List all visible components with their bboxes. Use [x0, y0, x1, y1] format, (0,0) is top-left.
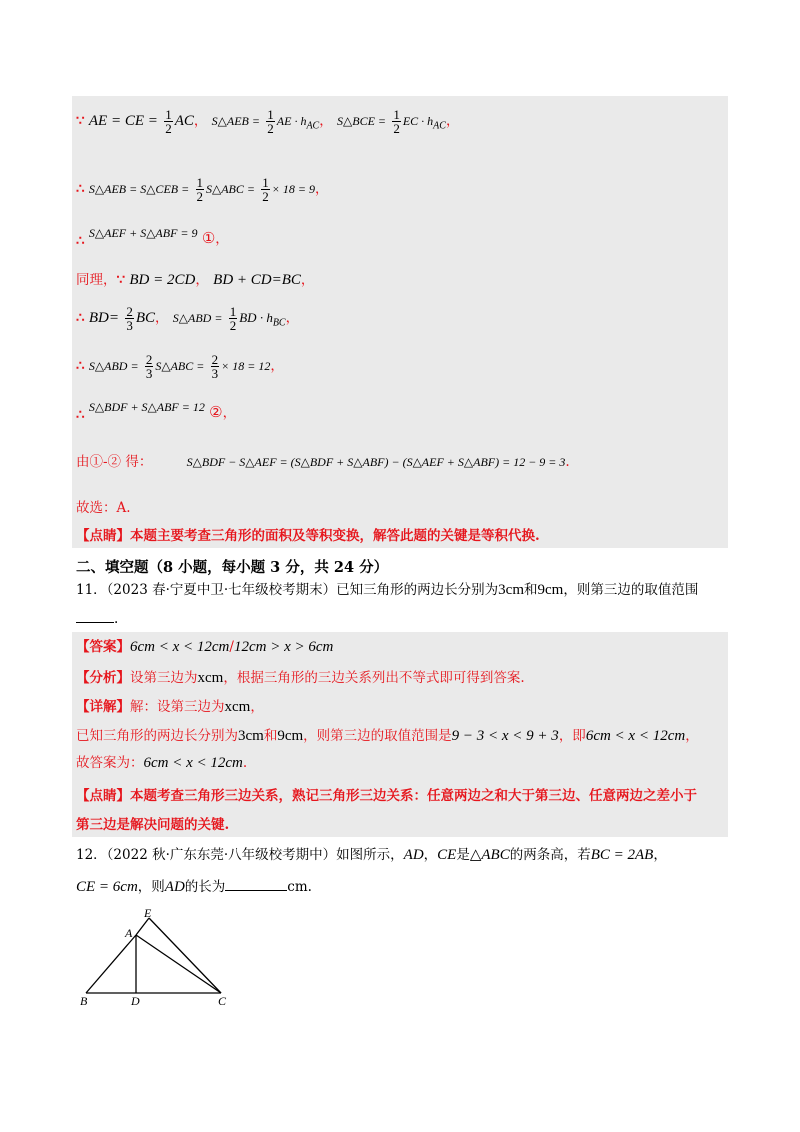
segment-ec [149, 918, 221, 993]
label-d: D [131, 994, 140, 1008]
answer-blank[interactable] [76, 608, 114, 623]
triangle-figure [76, 905, 236, 1015]
q11-point-line-1: 【点睛】本题考查三角形三边关系，熟记三角形三边关系：任意两边之和大于第三边、任意两边之差小于 [76, 788, 697, 804]
solution-line-6: ∴ S△ABD = $\frac{2}{3}$ S△ABC = $\frac{2}{3}$ × 18 = 12， [76, 352, 284, 381]
q12-stem: 12．（2022 秋·广东东莞·八年级校考期中）如图所示，AD，CE是△ABC的两条高，若BC = 2AB， [76, 847, 667, 863]
q11-analysis: 【分析】设第三边为xcm，根据三角形的三边关系列出不等式即可得到答案. [76, 670, 525, 686]
because-symbol: ∵ [76, 113, 85, 129]
segment-ac [136, 935, 221, 993]
answer-blank[interactable] [225, 876, 287, 891]
segment-ae [136, 918, 149, 935]
q12-stem-2: CE = 6cm，则AD的长为 cm. [76, 876, 312, 897]
solution-line-2: ∴ S△AEB = S△CEB = $\frac{1}{2}$ S△ABC = $\frac{1}{2}$ × 18 = 9， [76, 175, 329, 204]
solution-line-8: 由①-② 得： S△BDF − S△AEF = (S△BDF + S△ABF) − (S△AEF + S△ABF) = 12 − 9 = 3. [76, 454, 570, 470]
label-a: A [125, 926, 133, 940]
solution-line-7: ∴ S△BDF + S△ABF = 12 ②， [76, 400, 237, 423]
solution-line-4: 同理，∵ BD = 2CD， BD + CD=BC， [76, 272, 315, 288]
solution-line-5: ∴ BD= $\frac{2}{3}$ BC， S△ABD = $\frac{1}{2}$ BD · $h_{BC}$， [76, 304, 300, 333]
q11-stem: 11．（2023 春·宁夏中卫·七年级校考期末）已知三角形的两边长分别为3cm和9cm，则第三边的取值范围 [76, 582, 699, 598]
q11-answer: 【答案】6cm < x < 12cm/12cm > x > 6cm [76, 639, 334, 655]
solution-line-1: ∵ AE = CE = $\frac{1}{2}$ AC， S△AEB = $\frac{1}{2}$ AE · $h_{AC}$， S△BCE = $\frac{1}{2}$ EC · $h_{AC}$， [76, 107, 460, 136]
segment-ba [86, 935, 136, 993]
q11-final: 故答案为：6cm < x < 12cm. [76, 755, 248, 771]
solution-line-3: ∴ S△AEF + S△ABF = 9 ①， [76, 226, 229, 249]
label-e: E [144, 906, 152, 920]
solution-point-note: 【点睛】本题主要考查三角形的面积及等积变换，解答此题的关键是等积代换. [76, 528, 540, 544]
solution-line-9: 故选：A. [76, 500, 131, 516]
label-b: B [80, 994, 88, 1008]
q11-blank: . [76, 608, 118, 629]
q11-point-line-2: 第三边是解决问题的关键. [76, 817, 230, 833]
label-c: C [218, 994, 227, 1008]
q11-detail: 【详解】解：设第三边为xcm， [76, 699, 264, 715]
q11-detail-2: 已知三角形的两边长分别为3cm和9cm，则第三边的取值范围是9 − 3 < x < 9 + 3，即6cm < x < 12cm， [76, 728, 699, 744]
section-title: 二、填空题（8 小题，每小题 3 分，共 24 分） [76, 559, 389, 576]
